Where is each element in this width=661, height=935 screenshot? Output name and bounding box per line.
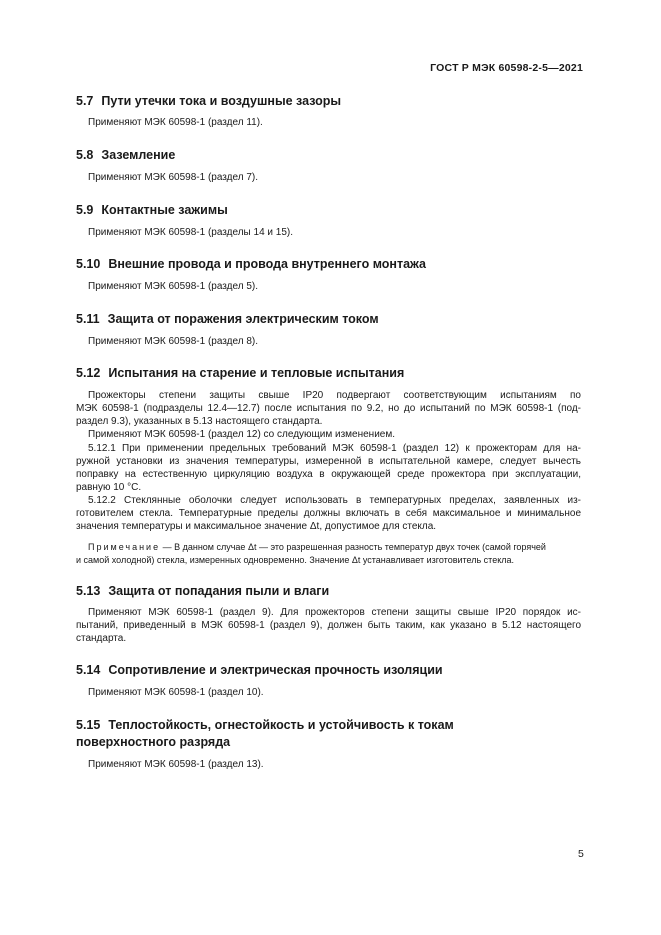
section-5-8-text: Применяют МЭК 60598-1 (раздел 7). <box>88 172 258 183</box>
section-title: Сопротивление и электрическая прочность изоляции <box>108 663 443 677</box>
paragraph-line: равную 10 °С. <box>76 482 142 493</box>
section-title: Заземление <box>101 148 176 162</box>
section-5-12-heading <box>76 365 404 381</box>
section-5-10-heading <box>76 256 426 272</box>
note-label: Примечание <box>88 542 161 552</box>
paragraph-line: поправку на естественную циркуляцию воздуха в окружающей среде прожектора при эксплуатации, <box>76 469 581 480</box>
document-header: ГОСТ Р МЭК 60598-2-5—2021 <box>430 62 583 74</box>
section-number: 5.15 <box>76 718 101 732</box>
note-text-line-1: — В данном случае Δt — это разрешенная разность температур двух точек (самой горячей <box>160 542 546 552</box>
section-number: 5.13 <box>76 584 101 598</box>
section-number: 5.12 <box>76 366 101 380</box>
section-title: Теплостойкость, огнестойкость и устойчивость к токам <box>108 718 454 732</box>
section-title: Пути утечки тока и воздушные зазоры <box>101 94 342 108</box>
paragraph-line: стандарта. <box>76 633 127 644</box>
section-5-8-heading <box>76 147 175 163</box>
paragraph-line: МЭК 60598-1 (подразделы 12.4—12.7) после испытания по 9.2, но до испытаний по МЭК 60598-1 (под- <box>76 403 581 414</box>
section-number: 5.11 <box>76 312 100 326</box>
paragraph-line: значения температуры и максимальное значение Δt, допустимое для стекла. <box>76 521 437 532</box>
paragraph-line: ружной установки из значения температуры, измеренной в испытательной камере, следует вычесть <box>76 456 581 467</box>
section-title: Защита от попадания пыли и влаги <box>108 584 330 598</box>
section-5-7-heading <box>76 93 341 109</box>
section-5-14-text: Применяют МЭК 60598-1 (раздел 10). <box>88 687 264 698</box>
subclause-5-12-1: 5.12.1 При применении предельных требований МЭК 60598-1 (раздел 12) к прожекторам для на- <box>88 443 581 454</box>
section-5-11-heading <box>76 311 379 327</box>
section-5-11-text: Применяют МЭК 60598-1 (раздел 8). <box>88 336 258 347</box>
section-number: 5.9 <box>76 203 94 217</box>
section-5-14-heading <box>76 662 443 678</box>
paragraph-line: раздел 9.3), указанных в 5.13 настоящего стандарта. <box>76 416 323 427</box>
section-title: Защита от поражения электрическим током <box>107 312 379 326</box>
section-title: Контактные зажимы <box>101 203 228 217</box>
section-number: 5.10 <box>76 257 101 271</box>
paragraph-line: Применяют МЭК 60598-1 (раздел 9). Для прожекторов степени защиты свыше IP20 порядок ис- <box>88 607 581 618</box>
subclause-5-12-2: 5.12.2 Стеклянные оболочки следует использовать в температурных пределах, заявленных из- <box>88 495 581 506</box>
section-5-15-text: Применяют МЭК 60598-1 (раздел 13). <box>88 759 264 770</box>
section-title: Испытания на старение и тепловые испытания <box>108 366 405 380</box>
section-5-10-text: Применяют МЭК 60598-1 (раздел 5). <box>88 281 258 292</box>
note-block <box>76 542 581 554</box>
paragraph-line: пытаний, приведенный в МЭК 60598-1 (раздел 9), должен быть таким, как указано в 5.12 настоящего <box>76 620 581 631</box>
section-5-7-text: Применяют МЭК 60598-1 (раздел 11). <box>88 117 263 128</box>
section-5-9-heading <box>76 202 228 218</box>
note-text-line-2: и самой холодной) стекла, измеренных одновременно. Значение Δt устанавливает изготовитель стекла. <box>76 555 514 565</box>
paragraph-line: Применяют МЭК 60598-1 (раздел 12) со следующим изменением. <box>88 429 396 440</box>
section-number: 5.8 <box>76 148 94 162</box>
section-number: 5.7 <box>76 94 94 108</box>
paragraph-line: готовителем стекла. Температурные пределы должны включать в себя максимальное и минимальное <box>76 508 581 519</box>
section-5-9-text: Применяют МЭК 60598-1 (разделы 14 и 15). <box>88 227 294 238</box>
section-5-13-heading <box>76 583 329 599</box>
section-title: Внешние провода и провода внутреннего монтажа <box>108 257 427 271</box>
section-5-15-heading <box>76 717 454 733</box>
page-number: 5 <box>578 848 584 860</box>
section-number: 5.14 <box>76 663 101 677</box>
paragraph-line: Прожекторы степени защиты свыше IP20 подвергают соответствующим испытаниям по <box>88 390 581 401</box>
section-5-15-heading-cont: поверхностного разряда <box>76 735 231 749</box>
